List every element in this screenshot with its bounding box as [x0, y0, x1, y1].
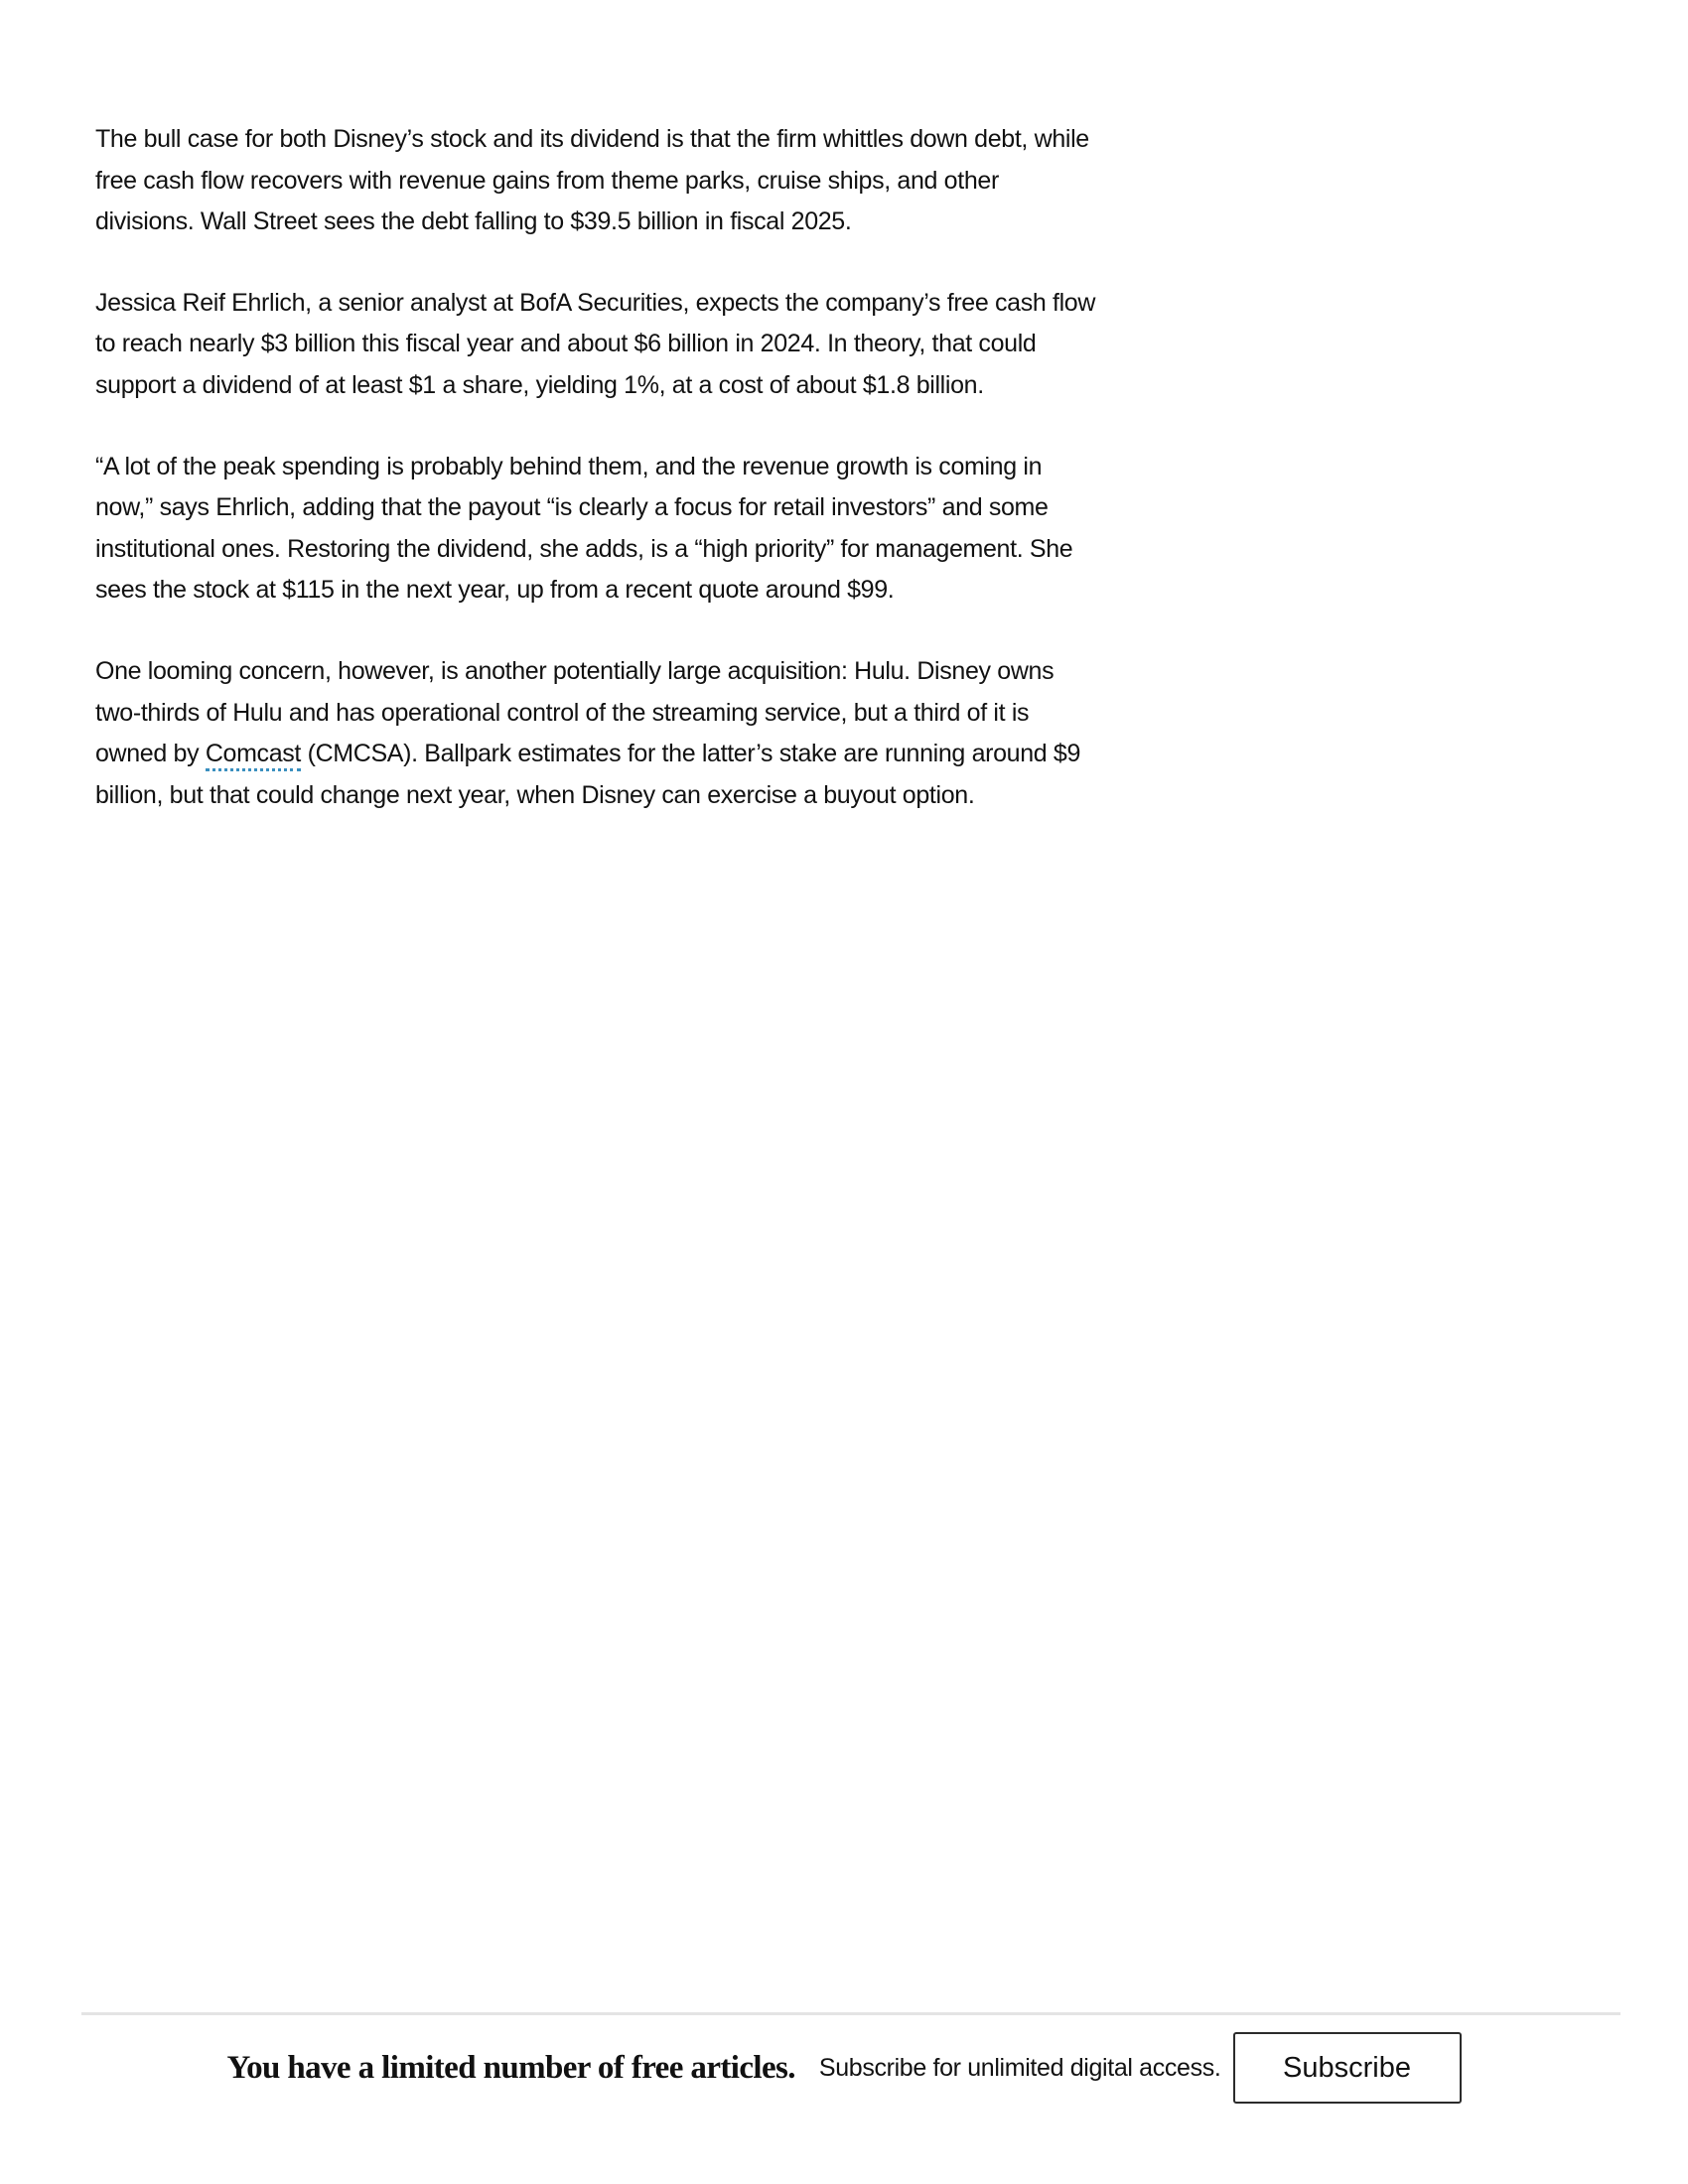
paywall-banner [0, 2029, 1688, 2107]
paragraph-hulu-text-after: (CMCSA). Ballpark estimates for the latter’s stake are running around $9 billion, but that could change next year, when Disney can exercise a buyout option. [95, 740, 1081, 809]
article-body [95, 119, 1098, 856]
paragraph-hulu-concern [95, 651, 1098, 816]
paywall-subtext: Subscribe for unlimited digital access. [818, 2053, 1221, 2082]
paragraph-bull-case: The bull case for both Disney’s stock and its dividend is that the firm whittles down debt, while free cash flow recovers with revenue gains from theme parks, cruise ships, and other divisions. Wall Street sees the debt falling to $39.5 billion in fiscal 2025. [95, 125, 1089, 236]
paragraph-hulu-text-before: One looming concern, however, is another potentially large acquisition: Hulu. Disney owns two-thirds of Hulu and has operational control of the streaming service, but a third of it is owned by [95, 656, 1055, 768]
comcast-stock-link[interactable]: Comcast [206, 740, 301, 771]
paywall-headline: You have a limited number of free articles. [226, 2049, 795, 2086]
paragraph-analyst-estimate: Jessica Reif Ehrlich, a senior analyst at BofA Securities, expects the company’s free cash flow to reach nearly $3 billion this fiscal year and about $6 billion in 2024. In theory, that could support a dividend of at least $1 a share, yielding 1%, at a cost of about $1.8 billion. [95, 288, 1096, 399]
paragraph-analyst-quote: “A lot of the peak spending is probably behind them, and the revenue growth is coming in now,” says Ehrlich, adding that the payout “is clearly a focus for retail investors” and some institutional ones. Restoring the dividend, she adds, is a “high priority” for management. She sees the stock at $115 in the next year, up from a recent quote around $99. [95, 452, 1073, 605]
subscribe-button[interactable]: Subscribe [1233, 2032, 1462, 2104]
paywall-divider [81, 2012, 1620, 2015]
